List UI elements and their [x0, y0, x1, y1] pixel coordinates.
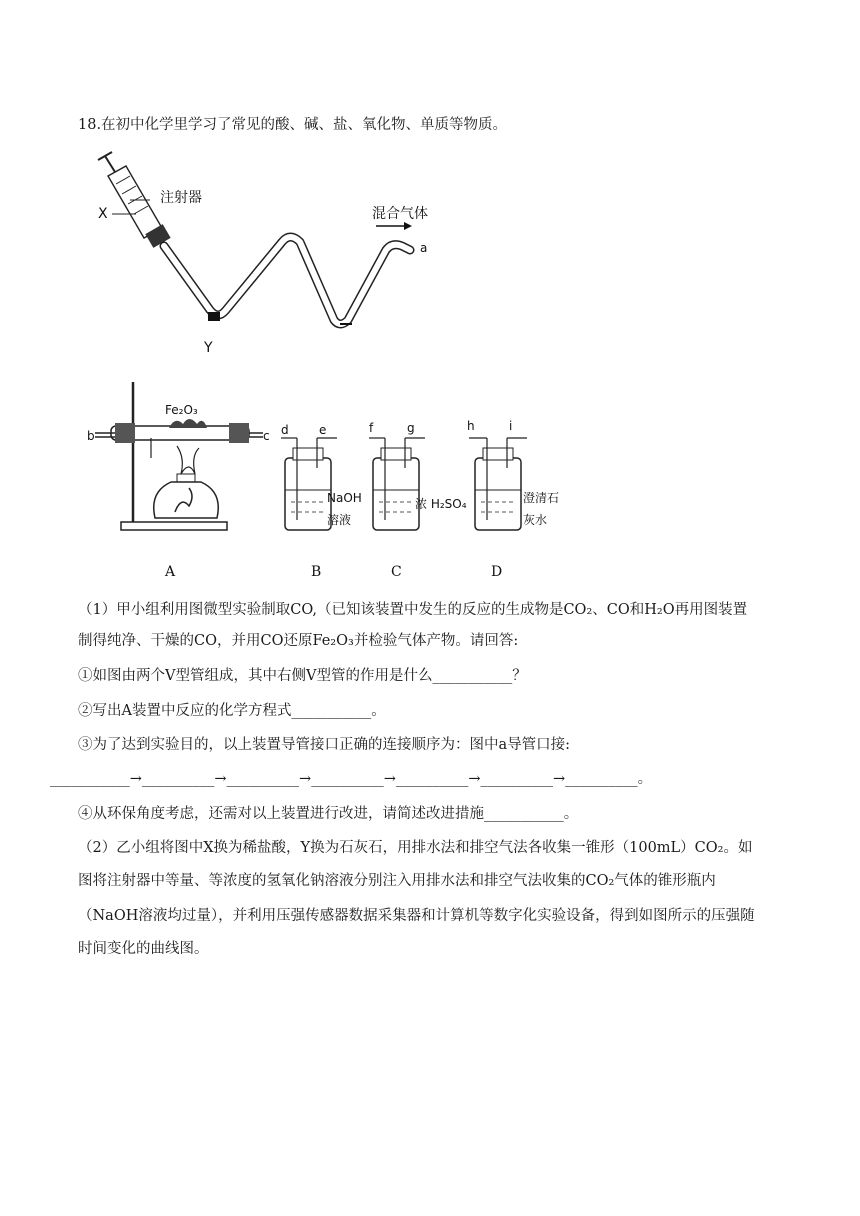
naoh-label: NaOH [327, 491, 362, 505]
apparatus-d-label: D [491, 564, 503, 580]
e-label: e [319, 423, 327, 437]
question-2: ②写出A装置中反应的化学方程式___________。 [78, 703, 386, 719]
v-tube-figure [90, 150, 450, 360]
limewater-label-2: 灰水 [523, 513, 548, 527]
solution-label: 溶液 [327, 513, 352, 527]
part2-paragraph-2: 图将注射器中等量、等浓度的氢氧化钠溶液分别注入用排水法和排空气法收集的CO₂气体的锥形瓶内 [78, 873, 716, 889]
h2so4-label: 浓 H₂SO₄ [415, 497, 467, 511]
y-label: Y [204, 340, 213, 356]
part1-paragraph-2: 制得纯净、干燥的CO，并用CO还原Fe₂O₃并检验气体产物。请回答: [78, 633, 519, 649]
a-label: a [420, 241, 428, 255]
gas-label: 混合气体 [372, 206, 428, 222]
question-title: 18.在初中化学里学习了常见的酸、碱、盐、氧化物、单质等物质。 [78, 117, 508, 133]
part2-paragraph-4: 时间变化的曲线图。 [78, 941, 209, 957]
fe2o3-label: Fe₂O₃ [165, 403, 198, 417]
question-4: ④从环保角度考虑，还需对以上装置进行改进，请简述改进措施___________。 [78, 806, 579, 822]
i-label: i [509, 419, 513, 433]
part2-paragraph-3: （NaOH溶液均过量），并利用压强传感器数据采集器和计算机等数字化实验设备，得到如图所示的压强随 [78, 908, 755, 924]
bottle-d-drawing [469, 438, 527, 530]
d-label: d [281, 423, 289, 437]
c-label: c [263, 429, 270, 443]
apparatus-a-label: A [165, 564, 176, 580]
apparatus-c-label: C [391, 564, 402, 580]
part1-paragraph-1: （1）甲小组利用图微型实验制取CO,（已知该装置中发生的反应的生成物是CO₂、CO和H₂O再用图装置 [78, 602, 748, 618]
b-label: b [87, 429, 95, 443]
h-label: h [467, 419, 475, 433]
apparatus-figure [85, 378, 565, 586]
bottle-c-drawing [369, 438, 425, 530]
question-1: ①如图由两个V型管组成，其中右侧V型管的作用是什么___________？ [78, 668, 527, 684]
part2-paragraph-1: （2）乙小组将图中X换为稀盐酸，Y换为石灰石，用排水法和排空气法各收集一锥形（100mL）CO₂。如 [78, 840, 753, 856]
apparatus-b-label: B [311, 564, 322, 580]
question-3-blanks: ___________→__________→__________→__________→__________→__________→__________。 [50, 771, 653, 787]
x-label: X [98, 206, 108, 222]
limewater-label-1: 澄清石 [523, 491, 560, 505]
question-3: ③为了达到实验目的，以上装置导管接口正确的连接顺序为：图中a导管口接: [78, 737, 571, 753]
g-label: g [407, 421, 415, 435]
f-label: f [369, 421, 374, 435]
syringe-label: 注射器 [160, 190, 202, 206]
